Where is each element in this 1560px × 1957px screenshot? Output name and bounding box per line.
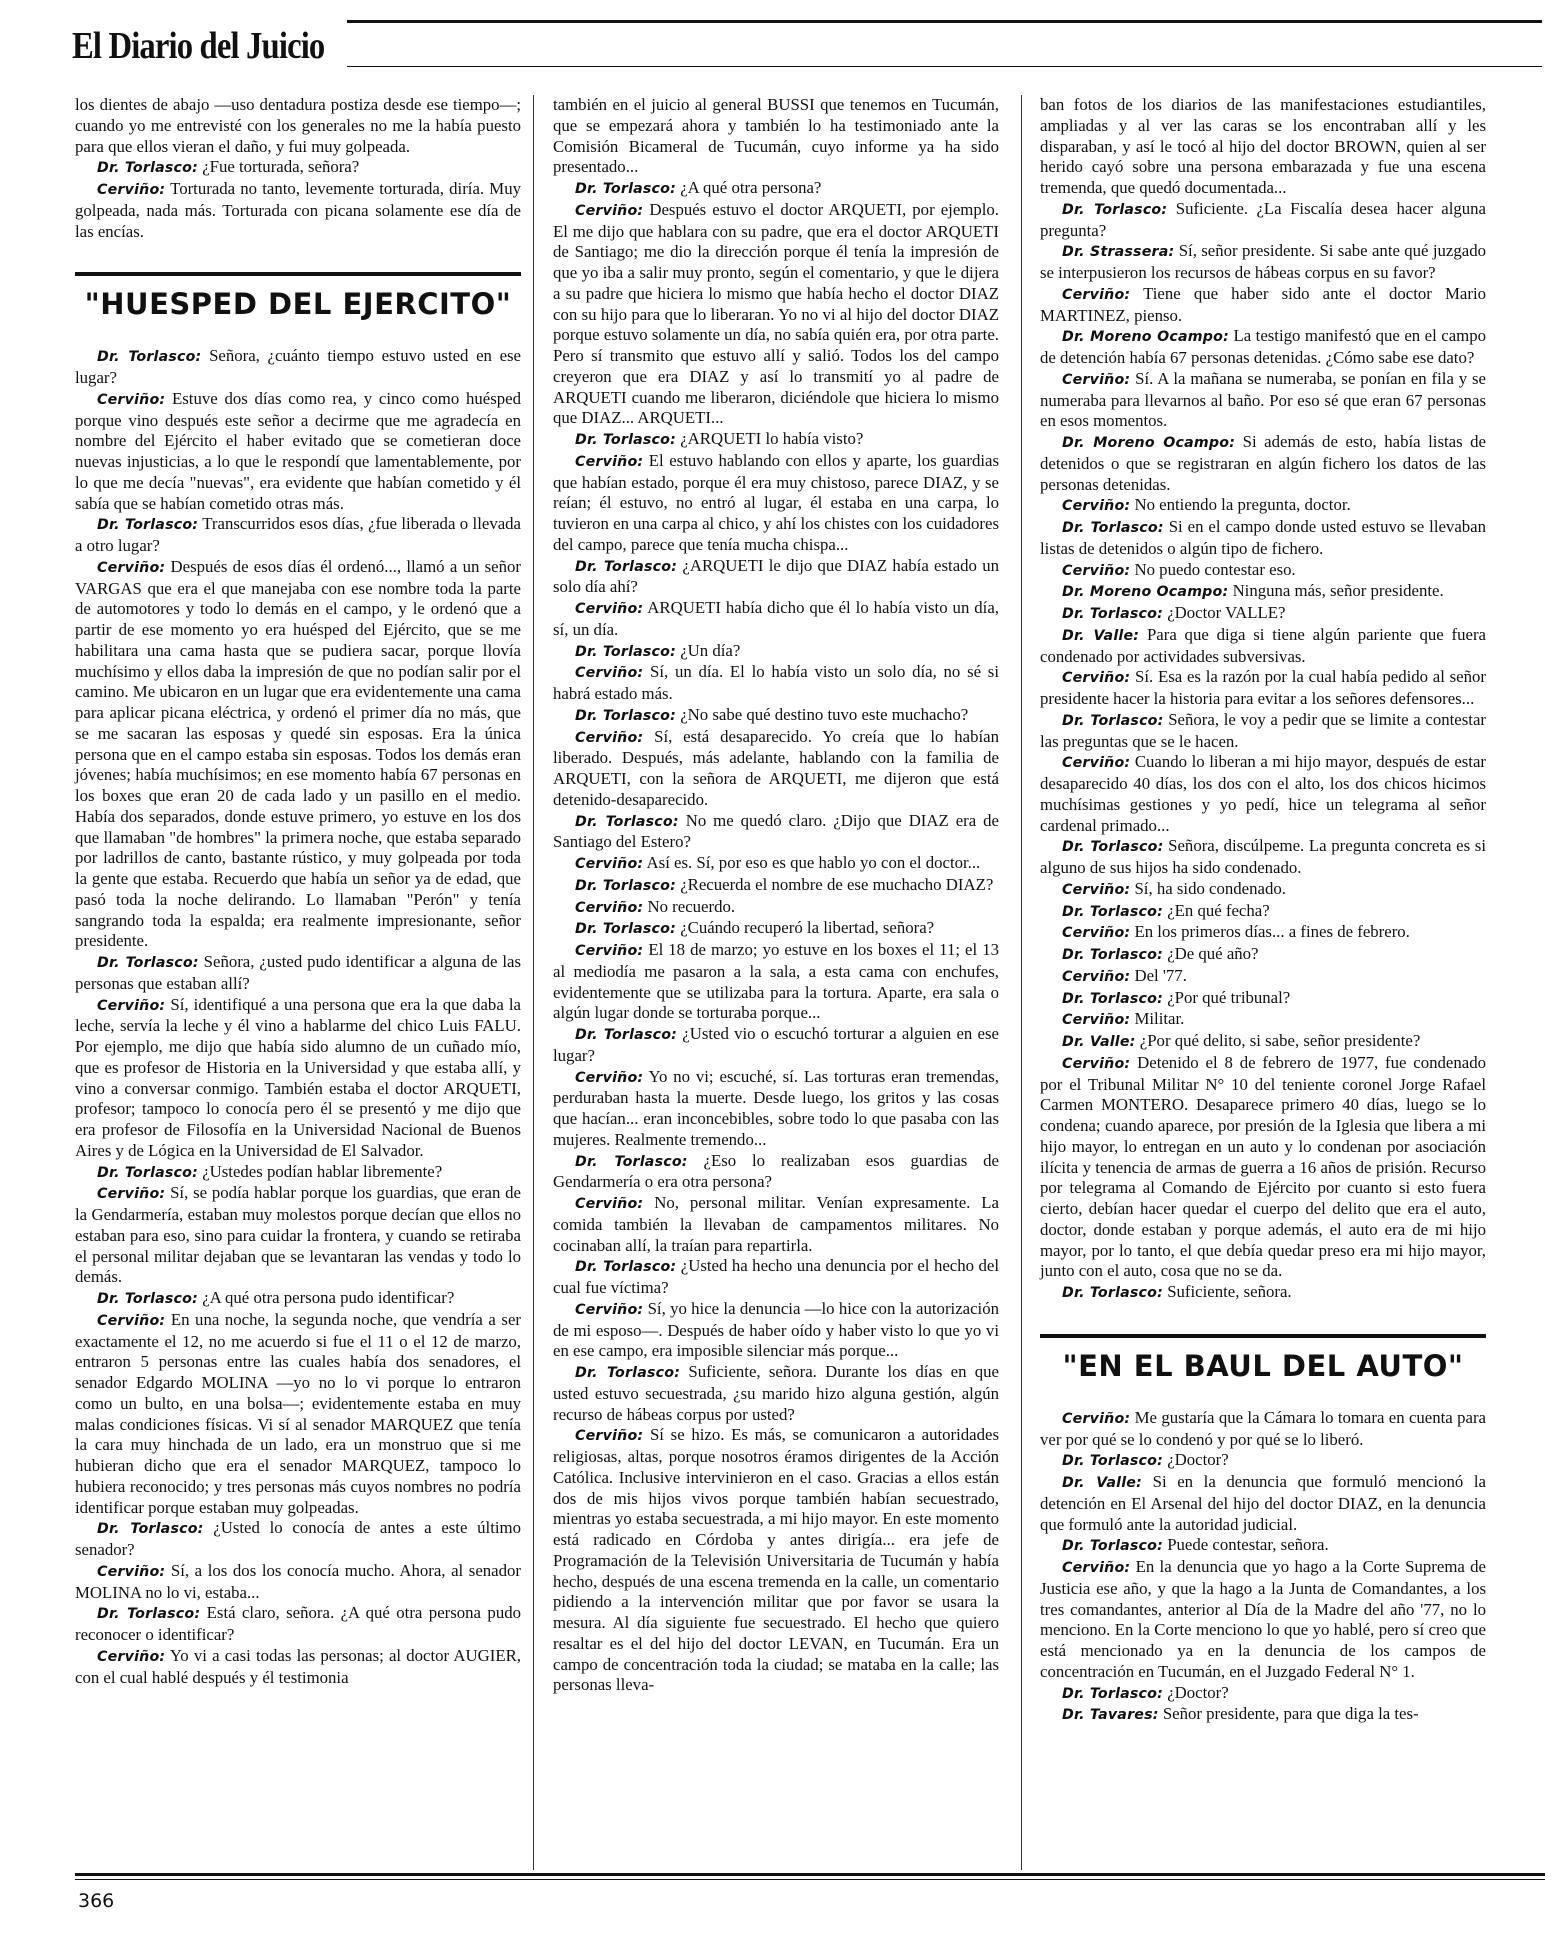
speaker: Cerviño: — [575, 601, 644, 617]
speech: ¿Por qué tribunal? — [1167, 987, 1291, 1007]
exchange — [1040, 1031, 1486, 1053]
speaker: Dr. Strassera: — [1062, 244, 1175, 261]
masthead-rule-top — [347, 20, 1542, 23]
exchange — [75, 346, 521, 389]
speech: ¿Eso lo realizaban esos guardias de Gendarmería o era otra persona? — [553, 1150, 999, 1192]
speaker: Dr. Torlasco: — [575, 432, 676, 448]
speech: ¿No sabe qué destino tuvo este muchacho? — [680, 704, 969, 724]
speech: Yo vi a casi todas las personas; al doctor AUGIER, con el cual hablé después y él testimonia — [75, 1645, 521, 1687]
exchange — [75, 389, 521, 515]
speech: Si en la denuncia que formuló mencionó la detención en El Arsenal del hijo del doctor DIAZ, en la denuncia que formuló ante la autoridad judicial. — [1040, 1472, 1486, 1534]
speaker: Dr. Torlasco: — [575, 181, 676, 197]
exchange — [1040, 1535, 1486, 1557]
speaker: Cerviño: — [1062, 371, 1131, 388]
speaker: Dr. Torlasco: — [1062, 520, 1164, 536]
speech: Suficiente, señora. Durante los días en que usted estuvo secuestrada, ¿su marido hizo alguna gestión, algún recurso de hábeas corpus por usted? — [553, 1362, 999, 1424]
exchange — [1040, 369, 1486, 432]
speaker: Cerviño: — [575, 899, 644, 916]
speaker: Dr. Torlasco: — [1062, 1285, 1163, 1301]
exchange — [553, 705, 999, 727]
exchange — [1040, 1557, 1486, 1683]
speaker: Dr. Torlasco: — [575, 921, 676, 938]
speaker: Cerviño: — [1062, 968, 1131, 985]
exchange — [1040, 944, 1486, 966]
exchange — [1040, 1282, 1486, 1304]
exchange — [1040, 625, 1486, 668]
speech: Señora, le voy a pedir que se limite a contestar las preguntas que se le hacen. — [1040, 709, 1486, 751]
speaker: Dr. Torlasco: — [575, 1027, 678, 1043]
exchange — [553, 1151, 999, 1194]
exchange — [553, 556, 999, 599]
paragraph: ban fotos de los diarios de las manifestaciones estudiantiles, ampliadas y al ver las caras se los encontraban allí y les disparaban, y así le tocó al hijo del doctor BROWN, quien al ser herido cayó sobre una persona embarazada y fue una escena tremenda, que quedó documentada... — [1040, 95, 1486, 197]
exchange — [553, 451, 999, 556]
column-3 — [1040, 95, 1486, 1726]
paragraph: también en el juicio al general BUSSI que tenemos en Tucumán, que se empezará ahora y también lo ha testimoniado ante la Comisión Bicameral de Tucumán, cuyo informe ya ha sido presentado... — [553, 95, 999, 177]
exchange — [1040, 667, 1486, 710]
speaker: Cerviño: — [1062, 562, 1131, 579]
publication-title: El Diario del Juicio — [72, 25, 325, 67]
speaker: Cerviño: — [97, 182, 166, 198]
speech: ¿Ustedes podían hablar libremente? — [202, 1161, 443, 1181]
speaker: Dr. Valle: — [1062, 627, 1140, 644]
exchange — [1040, 901, 1486, 923]
speech: Así es. Sí, por eso es que hablo yo con el doctor... — [646, 853, 981, 872]
speaker: Cerviño: — [97, 997, 166, 1014]
speaker: Cerviño: — [1062, 1560, 1131, 1576]
exchange — [553, 1193, 999, 1256]
section-heading-block — [1040, 1334, 1486, 1384]
speech: Si además de esto, había listas de detenidos o que se registraran en algún fichero los datos de las personas detenidas. — [1040, 432, 1487, 494]
speech: Del '77. — [1134, 965, 1187, 985]
exchange — [1040, 1683, 1486, 1705]
speech: Sí, a los dos los conocía mucho. Ahora, al senador MOLINA no lo vi, estaba... — [75, 1560, 521, 1602]
speech: En la denuncia que yo hago a la Corte Suprema de Justicia ese año, y que la hago a la Junta de Comandantes, a los tres comandantes, anterior al Día de la Madre del año '77, no lo menciono. En la Corte menciono lo que yo hablé, pero sí creo que está mencionado ya en la denuncia de los campos de concentración en Tucumán, en el Juzgado Federal N° 1. — [1040, 1557, 1486, 1681]
speaker: Dr. Torlasco: — [97, 1291, 198, 1307]
exchange — [75, 157, 521, 179]
column-1 — [75, 95, 521, 1688]
speaker: Cerviño: — [1062, 1012, 1131, 1029]
exchange — [1040, 1053, 1486, 1282]
speech: ¿Recuerda el nombre de ese muchacho DIAZ? — [680, 874, 994, 894]
exchange — [553, 918, 999, 940]
section-heading: "HUESPED DEL EJERCITO" — [84, 287, 512, 322]
speaker: Dr. Torlasco: — [97, 1521, 204, 1538]
exchange — [75, 179, 521, 242]
speech: ¿Fue torturada, señora? — [202, 157, 360, 177]
speaker: Cerviño: — [97, 559, 166, 576]
speech: ARQUETI había dicho que él lo había visto un día, sí, un día. — [553, 598, 999, 639]
speech: Después estuvo el doctor ARQUETI, por ejemplo. El me dijo que hablara con su padre, que era el doctor ARQUETI de Santiago; me dio la dirección porque él tenía la impresión de que yo iba a salir muy pronto, según el comentario, y que le dijera a su padre que hiciera lo mismo que había hecho el doctor DIAZ con su hijo para que lo liberaran. Yo no vi al hijo del doctor DIAZ porque estuvo solamente un día, no sabía quién era, por otra parte. Pero sí transmito que estuvo allí y salió. Todos los del campo creyeron que era DIAZ y así lo transmití yo al padre de ARQUETI cuando me liberaron, diciéndole que hiciera lo mismo que DIAZ... ARQUETI... — [553, 199, 999, 428]
column-divider-2 — [1021, 95, 1022, 1870]
speaker: Dr. Torlasco: — [1062, 839, 1164, 856]
speech: Sí, ha sido condenado. — [1134, 878, 1286, 898]
speaker: Cerviño: — [97, 1312, 166, 1329]
exchange — [553, 598, 999, 641]
speaker: Cerviño: — [575, 202, 644, 219]
exchange — [1040, 1408, 1486, 1451]
speech: No puedo contestar eso. — [1134, 559, 1296, 579]
speech: Señora, discúlpeme. La pregunta concreta es si alguno de sus hijos ha sido condenado. — [1040, 836, 1486, 877]
speech: ¿Usted vio o escuchó torturar a alguien en ese lugar? — [553, 1024, 999, 1065]
speech: Tiene que haber sido ante el doctor Mario MARTINEZ, pienso. — [1040, 283, 1486, 325]
speaker: Dr. Valle: — [1062, 1034, 1136, 1050]
speech: Ninguna más, señor presidente. — [1232, 581, 1444, 601]
exchange — [1040, 710, 1486, 753]
speaker: Dr. Torlasco: — [1062, 201, 1168, 218]
exchange — [1040, 517, 1486, 560]
speech: El 18 de marzo; yo estuve en los boxes el 11; el 13 al mediodía me pasaron a la sala, a esta cama con enchufes, evidentemente que se utilizaba para la tortura. Aparte, era sala o algún lugar donde se torturaba porque... — [553, 940, 999, 1023]
exchange — [1040, 922, 1486, 944]
masthead — [72, 20, 1542, 74]
section-rule — [75, 272, 521, 276]
exchange — [553, 1425, 999, 1696]
speaker: Cerviño: — [1062, 881, 1131, 898]
speech: Yo no vi; escuché, sí. Las torturas eran tremendas, perduraban hasta la muerte. Desde luego, los gritos y las cosas que hacían... eran inconcebibles, sobre todo lo que pasaba con las mujeres. Realmente tremendo... — [553, 1066, 999, 1149]
exchange — [1040, 560, 1486, 582]
exchange — [75, 1288, 521, 1310]
exchange — [553, 1067, 999, 1151]
speech: Torturada no tanto, levemente torturada, diría. Muy golpeada, nada más. Torturada con picana solamente ese día de las encías. — [75, 179, 521, 241]
exchange — [75, 1518, 521, 1561]
speech: Estuve dos días como rea, y cinco como huésped porque vino después este señor a decirme que me agradecía en nombre del Ejército el haber evitado que se cometieran doce nuevas injusticias, a lo que le respondí que lamentablemente, por lo que me decía "nuevas", era evidente que habían cometido y él sabía que se habían cometido otras más. — [75, 388, 521, 513]
speaker: Dr. Torlasco: — [1062, 947, 1163, 963]
exchange — [1040, 199, 1486, 242]
exchange — [75, 1183, 521, 1288]
exchange — [1040, 1450, 1486, 1472]
speaker: Dr. Torlasco: — [97, 1164, 198, 1181]
speech: Sí. Esa es la razón por la cual había pedido al señor presidente hacer la historia para evitar a los señores defensores... — [1040, 667, 1487, 708]
speaker: Cerviño: — [575, 856, 644, 872]
exchange — [553, 727, 999, 811]
exchange — [1040, 1472, 1486, 1535]
exchange — [553, 641, 999, 663]
speaker: Dr. Torlasco: — [575, 558, 678, 575]
speech: Suficiente. ¿La Fiscalía desea hacer alguna pregunta? — [1040, 198, 1487, 240]
speech: ¿Usted lo conocía de antes a este último senador? — [75, 1518, 521, 1559]
speaker: Cerviño: — [1062, 670, 1131, 687]
speech: Detenido el 8 de febrero de 1977, fue condenado por el Tribunal Militar N° 10 del teniente coronel Jorge Rafael Carmen MONTERO. Desaparece primero 40 días, luego se lo condena; cuando aparece, por presión de la Iglesia que libera a mi hijo mayor, lo entregan en un auto y lo condenan por asociación ilícita y tenencia de armas de guerra a 16 años de prisión. Recurso por telegrama al Comando de Ejército por cuanto si esto fuera cierto, debían hacer quedar el cuerpo del delito que era el auto, doctor, donde estaban y porque además, el auto era de mi hijo mayor, por lo tanto, el que debía quedar preso era mi hijo mayor, junto con el auto, cosa que no se da. — [1040, 1052, 1486, 1281]
exchange — [553, 853, 999, 875]
speech: En una noche, la segunda noche, que vendría a ser exactamente el 12, no me acuerdo si fue el 11 o el 12 de marzo, entraron 5 personas entre las cuales había dos senadores, el senador Edgardo MOLINA —yo no lo vi porque lo entraron como un bulto, en una bolsa—; evidentemente estaba en muy malas condiciones físicas. Vi sí al senador MARQUEZ que tenía la cara muy hinchada de un lado, era un monstruo que si me hubieran dicho que era el senador MARQUEZ, tampoco lo hubiera reconocido; y tres personas más cuyos nombres no podría identificar porque estaban muy golpeadas. — [75, 1309, 521, 1517]
exchange — [553, 1299, 999, 1362]
exchange — [75, 1162, 521, 1184]
footer-rule-bottom — [75, 1879, 1545, 1880]
exchange — [75, 1646, 521, 1689]
exchange — [553, 1362, 999, 1425]
exchange — [1040, 284, 1486, 327]
speech: ¿De qué año? — [1167, 944, 1259, 963]
speaker: Dr. Torlasco: — [1062, 606, 1163, 622]
speech: Sí, un día. El lo había visto un solo día, no sé si habrá estado más. — [553, 662, 999, 703]
speech: ¿Cuándo recuperó la libertad, señora? — [680, 918, 935, 938]
speech: Suficiente, señora. — [1167, 1282, 1292, 1301]
speech: Sí. A la mañana se numeraba, se ponían en fila y se numeraba para llevarnos al baño. Por eso sé que eran 67 personas en esos momentos. — [1040, 368, 1486, 431]
speaker: Cerviño: — [97, 1648, 166, 1665]
speaker: Dr. Tavares: — [1062, 1707, 1159, 1724]
speaker: Cerviño: — [1062, 498, 1131, 515]
speech: Puede contestar, señora. — [1167, 1535, 1329, 1555]
speech: No me quedó claro. ¿Dijo que DIAZ era de Santiago del Estero? — [553, 810, 999, 852]
speaker: Dr. Torlasco: — [575, 813, 679, 830]
exchange — [553, 875, 999, 897]
section-heading: "EN EL BAUL DEL AUTO" — [1062, 1348, 1464, 1383]
footer-rule-top — [75, 1873, 1545, 1876]
speaker: Dr. Torlasco: — [575, 1259, 677, 1276]
speaker: Cerviño: — [575, 729, 644, 746]
column-divider-1 — [533, 95, 534, 1870]
speech: Me gustaría que la Cámara lo tomara en cuenta para ver por qué se lo condenó y por qué se lo liberó. — [1040, 1407, 1486, 1449]
speaker: Dr. Torlasco: — [1062, 1538, 1163, 1555]
speaker: Dr. Torlasco: — [1062, 1685, 1163, 1702]
speaker: Dr. Moreno Ocampo: — [1062, 584, 1229, 601]
speech: ¿A qué otra persona pudo identificar? — [202, 1288, 455, 1307]
masthead-rule-bottom — [347, 66, 1542, 67]
speaker: Cerviño: — [575, 943, 644, 959]
speech: No, personal militar. Venían expresamente. La comida también la llevaban de campamentos militares. No cocinaban allí, la traían para repartirla. — [553, 1193, 999, 1255]
speaker: Dr. Torlasco: — [1062, 990, 1163, 1007]
speaker: Dr. Torlasco: — [1062, 903, 1163, 920]
exchange — [553, 429, 999, 451]
exchange — [75, 514, 521, 557]
speech: Sí, está desaparecido. Yo creía que lo habían liberado. Después, más adelante, hablando con la familia de ARQUETI, con la señora de ARQUETI, me dijeron que está detenido-desaparecido. — [553, 726, 999, 809]
speech: No entiendo la pregunta, doctor. — [1134, 495, 1351, 515]
exchange — [553, 897, 999, 919]
exchange — [1040, 752, 1486, 836]
speaker: Cerviño: — [97, 391, 166, 408]
speech: ¿Doctor VALLE? — [1167, 603, 1286, 622]
speaker: Dr. Torlasco: — [575, 1153, 688, 1170]
speech: Si en el campo donde usted estuvo se llevaban listas de detenidos o algún tipo de fichero. — [1040, 517, 1486, 558]
speech: Transcurridos esos días, ¿fue liberada o llevada a otro lugar? — [75, 514, 521, 555]
exchange — [1040, 241, 1486, 284]
speech: Señora, ¿usted pudo identificar a alguna de las personas que estaban allí? — [75, 952, 521, 993]
speech: Señor presidente, para que diga la tes- — [1162, 1704, 1419, 1724]
speech: ¿A qué otra persona? — [680, 178, 822, 197]
speaker: Dr. Torlasco: — [97, 1606, 201, 1623]
speaker: Dr. Torlasco: — [1062, 712, 1164, 729]
paragraph: los dientes de abajo —uso dentadura postiza desde ese tiempo—; cuando yo me entrevisté con los generales no me la había puesto para que ellos vieran el daño, y fui muy golpeada. — [75, 95, 521, 156]
speaker: Cerviño: — [1062, 1055, 1131, 1072]
exchange — [1040, 1009, 1486, 1031]
exchange — [1040, 432, 1486, 495]
speaker: Dr. Torlasco: — [97, 349, 202, 366]
speaker: Dr. Torlasco: — [575, 643, 676, 660]
page-number: 366 — [78, 1890, 115, 1912]
exchange — [1040, 495, 1486, 517]
speech: Sí se hizo. Es más, se comunicaron a autoridades religiosas, altas, porque nosotros éramos dirigentes de la Acción Católica. Inclusive intervinieron en el caso. Gracias a ellos están dos de mis hijos vivos porque también habían secuestrado, mientras yo estaba secuestrada, a mi hijo mayor. En este momento está radicado en Córdoba y antes dirigía... era jefe de Programación de la Televisión Universitaria de Tucumán y había hecho, después de una escena tremenda en la calle, un comentario pidiendo a la intervención militar que por favor se usara la mesura. Al día siguiente fue secuestrado. El hecho que quiero resaltar es el del hijo del doctor LEVAN, en Tucumán. Era un campo de concentración toda la ciudad; se mataba en la calle; las personas lleva- — [553, 1425, 999, 1695]
speech: Señora, ¿cuánto tiempo estuvo usted en ese lugar? — [75, 346, 521, 387]
speech: En los primeros días... a fines de febrero. — [1134, 922, 1410, 942]
speaker: Dr. Torlasco: — [575, 707, 676, 724]
speaker: Dr. Moreno Ocampo: — [1062, 435, 1236, 451]
exchange — [553, 1256, 999, 1299]
speaker: Cerviño: — [1062, 755, 1131, 772]
speaker: Dr. Torlasco: — [97, 955, 199, 971]
speaker: Dr. Torlasco: — [575, 877, 676, 894]
speech: ¿ARQUETI lo había visto? — [680, 429, 864, 448]
speech: Para que diga si tiene algún pariente que fuera condenado por actividades subversivas. — [1040, 624, 1487, 666]
speech: ¿Doctor? — [1167, 1682, 1229, 1702]
exchange — [75, 995, 521, 1162]
exchange — [75, 1603, 521, 1646]
speaker: Dr. Torlasco: — [1062, 1453, 1163, 1470]
speaker: Cerviño: — [97, 1186, 166, 1203]
speech: ¿Usted ha hecho una denuncia por el hecho del cual fue víctima? — [553, 1256, 999, 1297]
speaker: Cerviño: — [575, 665, 644, 682]
section-rule — [1040, 1334, 1486, 1338]
speaker: Cerviño: — [575, 453, 644, 470]
speaker: Cerviño: — [575, 1196, 644, 1212]
speaker: Cerviño: — [1062, 286, 1131, 303]
exchange — [553, 1024, 999, 1067]
speaker: Cerviño: — [575, 1069, 644, 1086]
speech: Sí, se podía hablar porque los guardias, que eran de la Gendarmería, estaban muy molestos porque decían que ellos no estaban para eso, sino para cuidar la frontera, y cuando se retiraba el personal militar dejaban que se levantaran las vendas y todo lo demás. — [75, 1183, 522, 1287]
exchange — [553, 940, 999, 1024]
speech: Sí, identifiqué a una persona que era la que daba la leche, servía la leche y él vino a hablarme del chico Luis FALU. Por ejemplo, me dijo que había sido alumno de un cuñado mío, que es profesor de Historia en la Universidad y que estaba allí, y vino a conversar conmigo. También estaba el doctor ARQUETI, profesor; tampoco lo conocía pero él se presentó y me dijo que era profesor de Filosofía en la Universidad Nacional de Buenos Aires y de Lógica en la Universidad de El Salvador. — [75, 994, 521, 1160]
exchange — [553, 200, 999, 429]
speech: ¿Por qué delito, si sabe, señor presidente? — [1139, 1031, 1421, 1050]
speech: La testigo manifestó que en el campo de detención había 67 personas detenidas. ¿Cómo sabe ese dato? — [1040, 326, 1486, 367]
speaker: Dr. Moreno Ocampo: — [1062, 329, 1229, 346]
exchange — [75, 1561, 521, 1604]
speaker: Dr. Valle: — [1062, 1475, 1142, 1491]
exchange — [75, 1310, 521, 1519]
exchange — [1040, 581, 1486, 603]
speaker: Cerviño: — [97, 1563, 166, 1580]
speech: Está claro, señora. ¿A qué otra persona pudo reconocer o identificar? — [75, 1603, 521, 1644]
exchange — [1040, 603, 1486, 625]
exchange — [1040, 1704, 1486, 1726]
exchange — [75, 952, 521, 995]
speaker: Dr. Torlasco: — [575, 1365, 681, 1381]
speaker: Cerviño: — [575, 1301, 644, 1318]
speech: Militar. — [1134, 1009, 1185, 1029]
exchange — [1040, 988, 1486, 1010]
exchange — [1040, 879, 1486, 901]
column-2 — [553, 95, 999, 1696]
exchange — [553, 811, 999, 854]
exchange — [553, 662, 999, 705]
speech: El estuvo hablando con ellos y aparte, los guardias que habían estado, porque él era muy chistoso, parece DIAZ, y se reían; él estuvo, no entró al lugar, él estaba en una carpa, lo tuvieron en una carpa al chico, y ahí los chistes con los cuidadores del campo, parece que tenía mucha chispa... — [553, 450, 999, 554]
exchange — [75, 557, 521, 952]
section-heading-block — [75, 272, 521, 322]
speaker: Cerviño: — [1062, 925, 1131, 942]
speech: ¿ARQUETI le dijo que DIAZ había estado un solo día ahí? — [553, 555, 999, 597]
speaker: Cerviño: — [1062, 1410, 1131, 1427]
exchange — [553, 178, 999, 200]
speech: Cuando lo liberan a mi hijo mayor, después de estar desaparecido 40 días, los dos con el alto, los dos chicos hicimos muchísimas gestiones y yo pedí, hice un telegrama al señor cardenal primado... — [1040, 752, 1486, 835]
speech: Sí, señor presidente. Si sabe ante qué juzgado se interpusieron los recursos de hábeas corpus en su favor? — [1040, 241, 1486, 282]
speaker: Cerviño: — [575, 1428, 644, 1445]
speech: ¿En qué fecha? — [1167, 900, 1270, 920]
speech: No recuerdo. — [647, 896, 736, 916]
exchange — [1040, 836, 1486, 879]
speaker: Dr. Torlasco: — [97, 160, 198, 177]
speech: ¿Un día? — [680, 640, 741, 660]
speech: Después de esos días él ordenó..., llamó a un señor VARGAS que era el que manejaba con ese nombre toda la parte de automotores y todo lo demás en el campo, y le ordenó que a partir de ese momento yo era huésped del Ejército, que se me habilitara una cama hasta que se pudiera sacar, porque llovía muchísimo y ellos daba la impresión de que no podían salir por el camino. Me ubicaron en un lugar que era evidentemente una cama para aplicar picana eléctrica, y ordenó el primer día no más, que se me sacaran las esposas y quedé sin esposas. Era la única persona que en el campo estaba sin esposas. Todos los demás eran jóvenes; había muchísimos; en ese momento había 67 personas en los boxes que eran 20 de cada lado y un pasillo en el medio. Había dos separados, donde estuve primero, yo estuve en los dos que llamaban "de hombres" la primera noche, que estaba separado por ladrillos de canto, bastante rústico, y muy golpeada por toda la gente que estaba. Recuerdo que había un señor ya de edad, que pasó toda la noche delirando. Lo llamaban "Perón" y tenía sangrando toda la espalda; era realmente impresionante, señor presidente. — [75, 556, 521, 951]
speech: Sí, yo hice la denuncia —lo hice con la autorización de mi esposo—. Después de haber oído y haber visto lo que yo vi en ese campo, era imposible silenciar más porque... — [553, 1298, 999, 1361]
speech: ¿Doctor? — [1167, 1450, 1229, 1470]
speaker: Dr. Torlasco: — [97, 517, 199, 534]
exchange — [1040, 326, 1486, 369]
exchange — [1040, 966, 1486, 988]
